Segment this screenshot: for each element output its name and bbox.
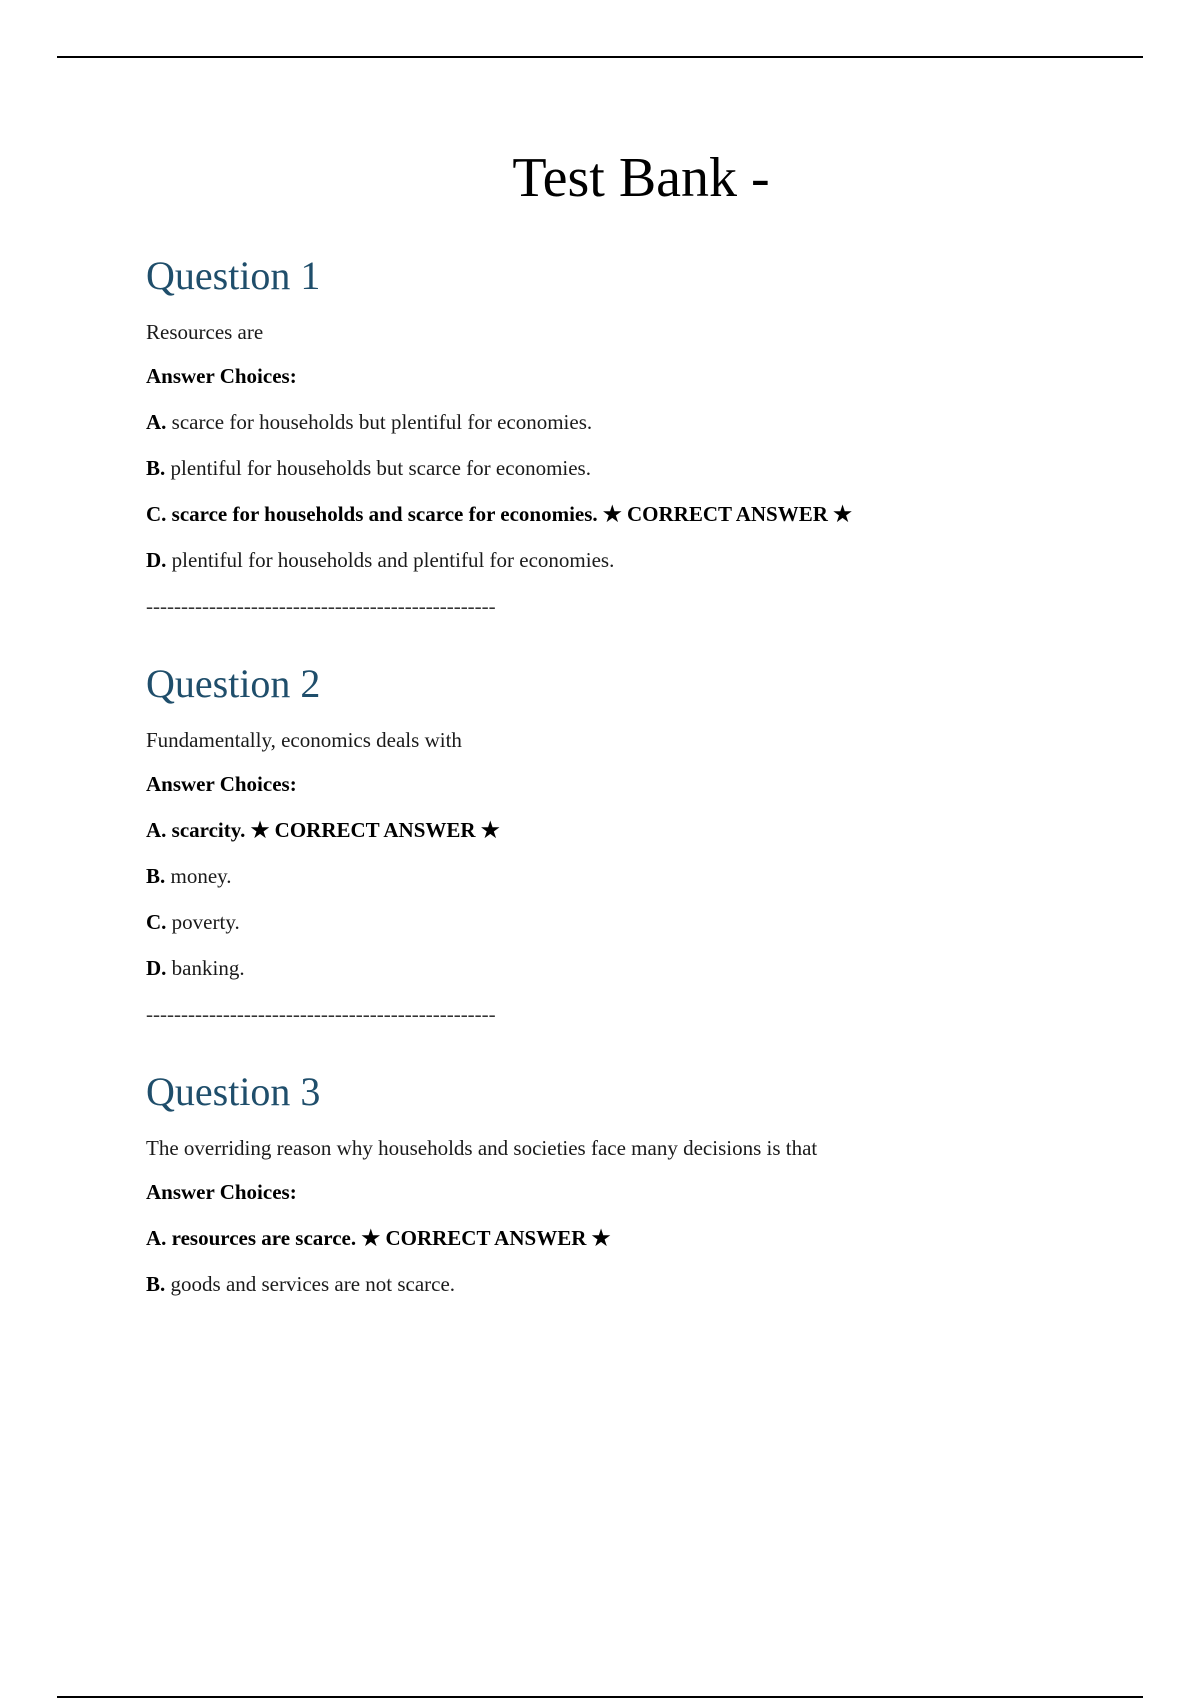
answer-choice xyxy=(146,954,1106,982)
choice-letter: A. xyxy=(146,410,167,434)
top-rule xyxy=(57,56,1143,58)
choice-letter: A. xyxy=(146,818,167,842)
question-text: Fundamentally, economics deals with xyxy=(146,728,462,752)
choice-text: scarce for households but plentiful for economies. xyxy=(171,410,593,434)
choice-letter: B. xyxy=(146,864,166,888)
question-block xyxy=(146,1068,1106,1298)
choice-text: poverty. xyxy=(171,910,240,934)
answer-choice xyxy=(146,546,1106,574)
choice-letter: B. xyxy=(146,1272,166,1296)
answer-choices-label: Answer Choices: xyxy=(146,772,297,796)
question-heading: Question 1 xyxy=(146,253,321,298)
answer-choices-label: Answer Choices: xyxy=(146,1180,297,1204)
choice-text: goods and services are not scarce. xyxy=(170,1272,456,1296)
question-block xyxy=(146,660,1106,1028)
choice-letter: D. xyxy=(146,548,167,572)
question-text: The overriding reason why households and societies face many decisions is that xyxy=(146,1136,818,1160)
bottom-rule xyxy=(57,1696,1143,1698)
choice-text: plentiful for households but scarce for economies. xyxy=(170,456,591,480)
answer-choice xyxy=(146,908,1106,936)
answer-choice-correct xyxy=(146,500,1106,528)
choice-letter: D. xyxy=(146,956,167,980)
choice-letter: A. xyxy=(146,1226,167,1250)
answer-choice xyxy=(146,862,1106,890)
question-heading: Question 3 xyxy=(146,1069,321,1114)
answer-choice xyxy=(146,408,1106,436)
choice-text: scarcity. ★ CORRECT ANSWER ★ xyxy=(171,818,500,842)
question-heading: Question 2 xyxy=(146,661,321,706)
answer-choice-correct xyxy=(146,1224,1106,1252)
document-page xyxy=(146,140,1106,1316)
answer-choice xyxy=(146,454,1106,482)
choice-text: resources are scarce. ★ CORRECT ANSWER ★ xyxy=(171,1226,611,1250)
choice-letter: B. xyxy=(146,456,166,480)
answer-choice xyxy=(146,1270,1106,1298)
answer-choice-correct xyxy=(146,816,1106,844)
choice-letter: C. xyxy=(146,502,167,526)
choice-text: money. xyxy=(170,864,232,888)
question-separator: -------------------------------------------------- xyxy=(146,1002,496,1026)
choice-letter: C. xyxy=(146,910,167,934)
question-separator: -------------------------------------------------- xyxy=(146,594,496,618)
question-text: Resources are xyxy=(146,320,264,344)
answer-choices-label: Answer Choices: xyxy=(146,364,297,388)
document-title: Test Bank - xyxy=(512,147,770,209)
question-block xyxy=(146,252,1106,620)
choice-text: plentiful for households and plentiful for economies. xyxy=(171,548,615,572)
choice-text: scarce for households and scarce for economies. ★ CORRECT ANSWER ★ xyxy=(171,502,852,526)
choice-text: banking. xyxy=(171,956,245,980)
